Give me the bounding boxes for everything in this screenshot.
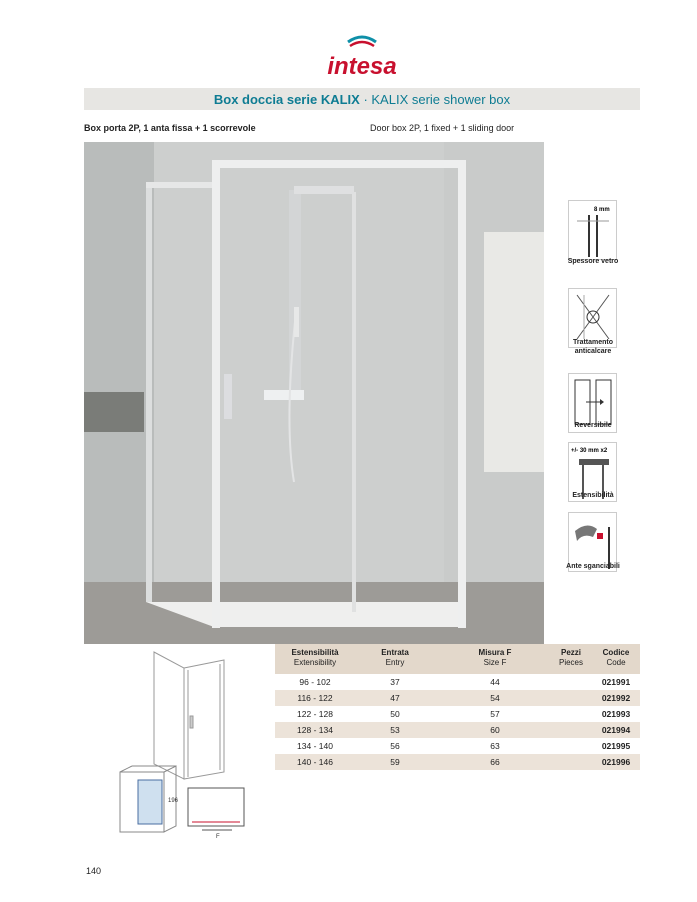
feature-label-thickness: Spessore vetro — [567, 258, 619, 265]
feature-label-limescale: Trattamento anticalcare — [572, 339, 614, 355]
glass-thickness-icon — [568, 200, 617, 260]
logo-swoosh-icon — [348, 37, 376, 46]
table-row: 128 - 134 53 60 021994 — [275, 722, 640, 738]
product-photo — [84, 142, 544, 644]
col-extensibility: Estensibilità Extensibility — [291, 648, 339, 667]
drawing-height-label: 196 — [168, 798, 179, 804]
feature-label-extensibility: Estensibilità — [572, 492, 614, 499]
technical-drawing — [84, 644, 274, 854]
table-row: 122 - 128 50 57 021993 — [297, 709, 631, 719]
title-english: KALIX serie shower box — [371, 91, 511, 107]
svg-text:+/- 30 mm x2: +/- 30 mm x2 — [571, 448, 608, 454]
col-pieces: Pezzi Pieces — [558, 648, 583, 667]
feature-label-reversible: Reversibile — [574, 422, 612, 429]
col-size: Misura F Size F — [478, 648, 512, 667]
table-row: 134 - 140 56 63 021995 — [297, 741, 631, 751]
page-number: 140 — [86, 866, 102, 876]
title-separator: · — [359, 91, 372, 107]
svg-text:8 mm: 8 mm — [594, 207, 610, 213]
brand-logo — [0, 30, 697, 82]
drawing-width-label: F — [216, 834, 220, 840]
col-code: Codice Code — [602, 648, 630, 667]
brand-wordmark: intesa — [327, 53, 397, 80]
page-title — [84, 88, 640, 110]
title-italian: Box doccia serie KALIX — [213, 91, 360, 107]
table-row: 96 - 102 37 44 021991 — [299, 677, 631, 687]
table-row: 140 - 146 59 66 021996 — [275, 754, 640, 770]
subtitle-english: Door box 2P, 1 fixed + 1 sliding door — [370, 123, 515, 133]
table-row: 116 - 122 47 54 021992 — [275, 690, 640, 706]
col-entry: Entrata Entry — [381, 648, 409, 667]
table-header — [275, 644, 640, 674]
subtitle-italian: Box porta 2P, 1 anta fissa + 1 scorrevole — [84, 123, 256, 133]
feature-label-removable: Ante sganciabili — [566, 563, 620, 570]
